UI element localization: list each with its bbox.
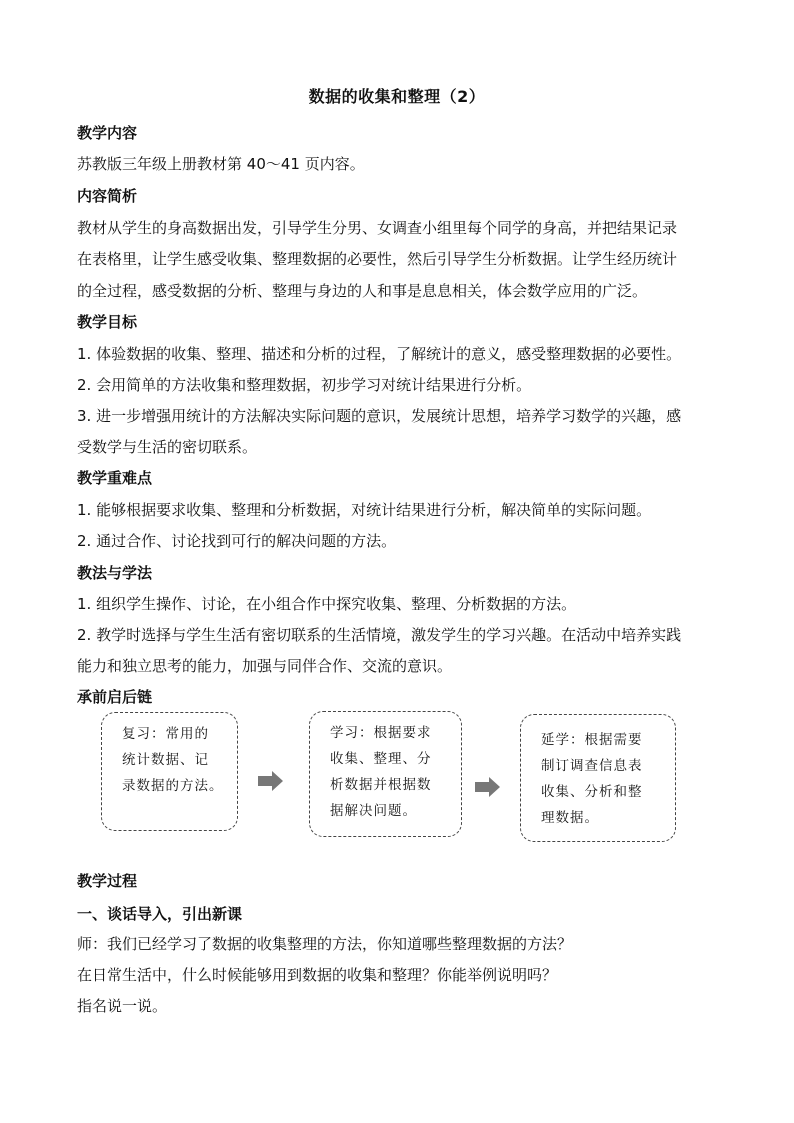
flow-box-learn-line: 析数据并根据数 [330,777,432,793]
flow-box-extend [520,714,676,842]
heading-goals: 教学目标 [77,313,138,331]
document-title: 数据的收集和整理（2） [308,87,486,106]
goal-line: 2. 会用简单的方法收集和整理数据，初步学习对统计结果进行分析。 [77,376,532,394]
keypoint-line: 1. 能够根据要求收集、整理和分析数据，对统计结果进行分析，解决简单的实际问题。 [77,501,652,519]
flow-box-learn [309,711,462,837]
flow-arrow-icon [258,771,284,791]
flow-box-review-line: 录数据的方法。 [122,778,224,794]
part1-line: 指名说一说。 [77,997,168,1015]
flow-box-extend-line: 制订调查信息表 [541,758,643,774]
keypoint-line: 2. 通过合作、讨论找到可行的解决问题的方法。 [77,532,397,550]
flow-arrow-icon [475,777,501,797]
analysis-line: 的全过程，感受数据的分析、整理与身边的人和事是息息相关，体会数学应用的广泛。 [77,282,648,300]
goal-line: 3. 进一步增强用统计的方法解决实际问题的意识，发展统计思想，培养学习数学的兴趣，感 [77,407,682,425]
flow-box-learn-line: 据解决问题。 [330,803,417,819]
flow-box-extend-line: 收集、分析和整 [541,784,643,800]
flow-box-review-line: 复习：常用的 [122,726,209,742]
flow-box-extend-line: 延学：根据需要 [541,732,643,748]
analysis-line: 教材从学生的身高数据出发，引导学生分男、女调查小组里每个同学的身高，并把结果记录 [77,219,678,237]
flow-box-review-line: 统计数据、记 [122,752,209,768]
heading-keypoints: 教学重难点 [77,469,153,487]
heading-chain: 承前启后链 [77,688,153,706]
analysis-line: 在表格里，让学生感受收集、整理数据的必要性，然后引导学生分析数据。让学生经历统计 [77,250,678,268]
flow-box-extend-line: 理数据。 [541,810,599,826]
method-line: 1. 组织学生操作、讨论，在小组合作中探究收集、整理、分析数据的方法。 [77,595,577,613]
part1-line: 在日常生活中，什么时候能够用到数据的收集和整理？你能举例说明吗？ [77,966,558,984]
method-line: 2. 教学时选择与学生生活有密切联系的生活情境，激发学生的学习兴趣。在活动中培养实践 [77,626,682,644]
heading-content: 教学内容 [77,124,138,142]
method-line: 能力和独立思考的能力，加强与同伴合作、交流的意识。 [77,657,453,675]
goal-line: 1. 体验数据的收集、整理、描述和分析的过程，了解统计的意义，感受整理数据的必要性。 [77,345,682,363]
heading-part1: 一、谈话导入，引出新课 [77,905,243,923]
flow-box-learn-line: 学习：根据要求 [330,725,432,741]
goal-line: 受数学与生活的密切联系。 [77,438,258,456]
heading-process: 教学过程 [77,872,138,890]
heading-methods: 教法与学法 [77,564,153,582]
flow-box-learn-line: 收集、整理、分 [330,751,432,767]
flow-box-review [101,712,238,831]
content-text: 苏教版三年级上册教材第 40～41 页内容。 [77,155,365,173]
part1-line: 师：我们已经学习了数据的收集整理的方法，你知道哪些整理数据的方法？ [77,935,573,953]
heading-analysis: 内容简析 [77,187,138,205]
